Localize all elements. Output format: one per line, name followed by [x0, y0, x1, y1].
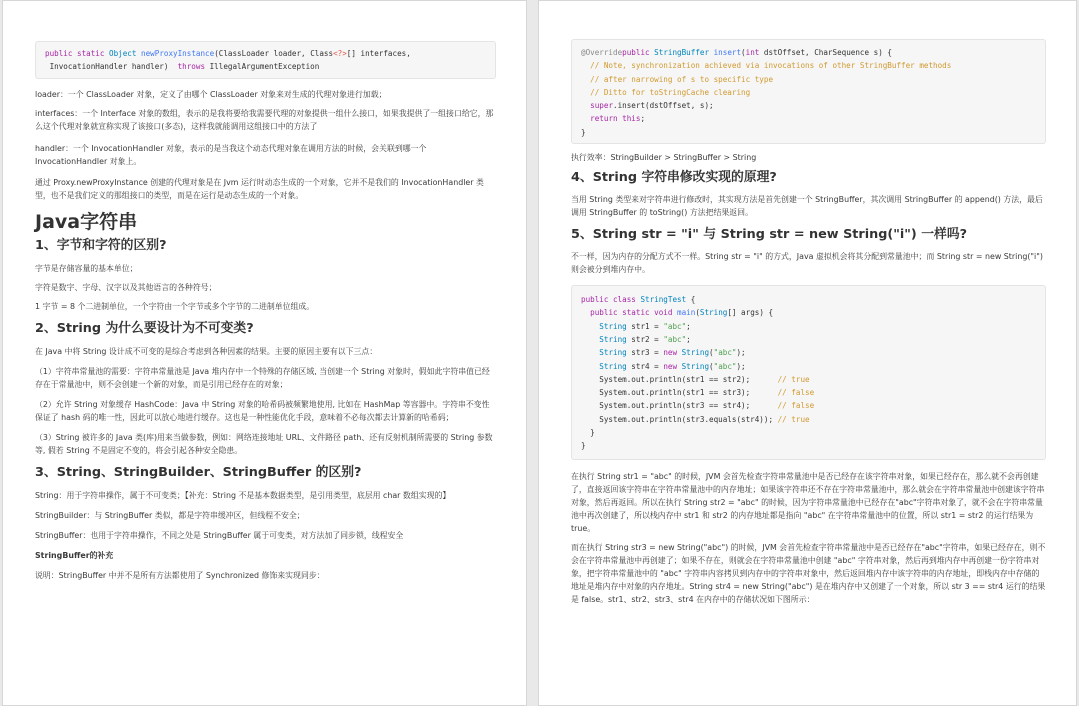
code-token: "abc"	[663, 321, 687, 331]
code-token: IllegalArgumentException	[205, 62, 320, 72]
paragraph-immutable-reason-3: （3）String 被许多的 Java 类(库)用来当做参数，例如：网络连接地址 URL、文件路径 path、还有反射机制所需要的 String 参数等, 假若 String 不是固定不变的，将会引起各种安全隐患。	[35, 432, 493, 455]
code-block-stringtest	[571, 285, 1046, 460]
code-line	[581, 99, 1037, 112]
code-token: new	[663, 348, 682, 358]
code-token: String	[599, 321, 627, 331]
code-line	[581, 112, 1037, 125]
code-token: return this	[590, 114, 641, 124]
code-line	[581, 86, 1037, 99]
paragraph-loader: loader：一个 ClassLoader 对象，定义了由哪个 ClassLoader 对象来对生成的代理对象进行加载；	[35, 89, 387, 99]
code-token: main	[677, 308, 696, 318]
code-token: public static void	[590, 308, 678, 318]
code-token: insert	[713, 48, 742, 57]
paragraph-str3-str4-explanation: 而在执行 String str3 = new String("abc") 的时候，JVM 会首先检查字符串常量池中是否已经存在"abc"字符串，如果已经存在，则不会在字符串常量池中再创建了；如果不存在，则就会在字符串常量池中创建 "abc" 字符串对象，然后再到堆内存中再创建一份字符串对象，把字符串常量池中的 "abc" 字符串内容拷贝到内存中的字符串对象中，然后返回堆内存中该字符串的内存地址，即栈内存中存储的地址是堆内存中对象的内存地址。String str4 = new String("abc") 是在堆内存中又创建了一个对象，所以 str 3 == str4 运行的结果是 false。str1、str2、str3、str4 在内存中的存储状况如下图所示：	[571, 542, 1046, 604]
code-token: String	[599, 334, 627, 344]
code-line	[581, 426, 1037, 439]
code-token: "abc"	[713, 361, 737, 371]
paragraph-immutable-intro: 在 Java 中将 String 设计成不可变的是综合考虑到各种因素的结果。主要的原因主要有以下三点：	[35, 346, 378, 356]
code-token: // Note, synchronization achieved via invocations of other StringBuffer methods	[581, 61, 952, 71]
code-token: str2 =	[626, 334, 664, 344]
code-line	[581, 373, 1037, 386]
paragraph-stringbuffer-supplement: StringBuffer的补充	[35, 550, 114, 560]
code-token: "abc"	[713, 348, 737, 358]
paragraph-stringbuilder-desc: StringBuilder：与 StringBuffer 类似，都是字符串缓冲区，但线程不安全；	[35, 510, 305, 520]
code-line	[581, 386, 1037, 399]
paragraph-proxy-instance: 通过 Proxy.newProxyInstance 创建的代理对象是在 Jvm 运行时动态生成的一个对象，它并不是我们的 InvocationHandler 类型，也不是我们定义的那组接口的类型，而是在运行是动态生成的一个对象。	[35, 177, 484, 200]
code-token: String	[681, 348, 710, 358]
paragraph-stringbuffer-desc: StringBuffer：也用于字符串操作，不同之处是 StringBuffer 属于可变类，对方法加了同步锁，线程安全	[35, 530, 404, 540]
code-token: ;	[686, 334, 691, 344]
code-line	[581, 59, 1037, 72]
code-token: [] args) {	[727, 308, 774, 318]
paragraph-modification-principle: 当用 String 类型来对字符串进行修改时，其实现方法是首先创建一个 StringBuffer，其次调用 StringBuffer 的 append() 方法，最后调用 StringBuffer 的 toString() 方法把结果返回。	[571, 195, 1043, 218]
code-token	[581, 308, 590, 317]
code-token: String	[681, 361, 710, 371]
code-token: "abc"	[663, 334, 687, 344]
code-token: int	[745, 48, 760, 57]
code-token	[581, 101, 590, 110]
heading-string-literal-vs-new: 5、String str = "i" 与 String str = new String("i") 一样吗?	[571, 227, 968, 243]
paragraph-interfaces: interfaces：一个 Interface 对象的数组，表示的是我将要给我需要代理的对象提供一组什么接口，如果我提供了一组接口给它，那么这个代理对象就宣称实现了该接口(多态)，这样我就能调用这组接口中的方法了	[35, 108, 494, 131]
code-token: @Override	[581, 48, 623, 57]
code-token	[581, 114, 590, 123]
code-token: String	[599, 348, 627, 358]
code-token: StringBuffer	[654, 48, 714, 57]
code-token: new	[663, 361, 682, 371]
code-line	[581, 333, 1037, 346]
paragraph-immutable-reason-2: （2）允许 String 对象缓存 HashCode：Java 中 String 对象的哈希码被频繁地使用, 比如在 HashMap 等容器中。字符串不变性保证了 hash 码的唯一性，因此可以放心地进行缓存。这也是一种性能优化手段，意味着不必每次都去计算新的哈希码；	[35, 399, 490, 422]
code-token: [] interfaces,	[346, 49, 411, 58]
code-token	[581, 362, 599, 371]
code-token: (	[709, 348, 714, 358]
code-token	[581, 335, 599, 344]
code-token: str1 =	[626, 321, 664, 331]
code-token: str3 =	[626, 348, 664, 358]
code-token: StringTest	[640, 295, 687, 305]
code-token: public class	[581, 295, 641, 305]
code-block-newproxyinstance	[35, 41, 496, 79]
code-token: ;	[686, 321, 691, 331]
document-page-left	[2, 0, 527, 706]
paragraph-byte-2: 字符是数字、字母、汉字以及其他语言的各种符号；	[35, 282, 217, 292]
code-token: (	[709, 361, 714, 371]
code-token: String	[699, 308, 728, 318]
code-token: public static	[45, 49, 110, 58]
code-line	[581, 360, 1037, 373]
code-token: (	[741, 48, 746, 57]
code-token	[581, 322, 599, 331]
code-token: String	[599, 361, 627, 371]
code-line	[581, 126, 1037, 139]
code-token: // Ditto for toStringCache clearing	[581, 87, 751, 97]
code-token: (	[695, 308, 700, 318]
code-token: <?>	[333, 49, 347, 58]
code-token: InvocationHandler handler)	[45, 62, 178, 72]
code-token: .insert(dstOffset, s);	[613, 101, 714, 111]
code-token: // after narrowing of s to specific type	[581, 74, 774, 84]
code-token: super	[590, 101, 614, 111]
paragraph-byte-1: 字节是存储容量的基本单位；	[35, 263, 138, 273]
code-token: // true	[777, 374, 810, 384]
code-line	[581, 399, 1037, 412]
code-line	[581, 413, 1037, 426]
code-token: throws	[177, 62, 206, 72]
paragraph-str1-str2-explanation: 在执行 String str1 = "abc" 的时候，JVM 会首先检查字符串常量池中是否已经存在该字符串对象，如果已经存在，那么就不会再创建了，直接返回该字符串在字符串常量池中的内存地址；如果该字符串还不存在字符串常量池中，那么就会在字符串常量池中创建该字符串对象，然后再返回。所以在执行 String str2 = "abc" 的时候，因为字符串常量池中已经存在"abc"字符串对象了，就不会在字符串常量池中再次创建了，所以栈内存中 str1 和 str2 的内存地址都是指向 "abc" 在字符串常量池中的位置，所以 str1 = str2 的运行结果为 true。	[571, 471, 1045, 533]
code-token: }	[581, 127, 586, 137]
code-token	[581, 348, 599, 357]
code-token: // false	[777, 388, 815, 398]
code-token: Object	[109, 49, 142, 58]
code-line	[581, 46, 1037, 59]
code-token: System.out.println(str3 == str4);	[581, 401, 778, 411]
paragraph-immutable-reason-1: （1）字符串常量池的需要：字符串常量池是 Java 堆内存中一个特殊的存储区域, 当创建一个 String 对象时，假如此字符串值已经存在于常量池中，则不会创建一个新的对象，而是引用已经存在的对象；	[35, 366, 490, 389]
paragraph-execution-efficiency: 执行效率：StringBuilder > StringBuffer > String	[571, 153, 757, 163]
code-token: System.out.println(str1 == str3);	[581, 388, 778, 398]
code-token: str4 =	[626, 361, 664, 371]
paragraph-handler: handler：一个 InvocationHandler 对象，表示的是当我这个动态代理对象在调用方法的时候，会关联到哪一个 InvocationHandler 对象上。	[35, 143, 427, 166]
document-page-right	[538, 0, 1077, 706]
code-line	[581, 293, 1037, 306]
code-token: );	[736, 361, 746, 371]
heading-string-builder-buffer: 3、String、StringBuilder、StringBuffer 的区别?	[35, 464, 362, 480]
heading-string-modification: 4、String 字符串修改实现的原理?	[571, 170, 777, 186]
heading-string-immutable: 2、String 为什么要设计为不可变类?	[35, 320, 254, 336]
code-token: }	[581, 428, 595, 438]
code-token: {	[686, 295, 696, 305]
code-token: // false	[777, 401, 815, 411]
code-line	[581, 306, 1037, 319]
code-token: dstOffset, CharSequence s) {	[759, 48, 892, 57]
code-line	[45, 60, 487, 73]
code-token: (ClassLoader loader, Class	[214, 49, 334, 58]
code-token: System.out.println(str1 == str2);	[581, 374, 778, 384]
code-line	[45, 47, 487, 60]
code-token: }	[581, 441, 586, 451]
paragraph-byte-3: 1 字节 = 8 个二进制单位，一个字符由一个字节或多个字节的二进制单位组成。	[35, 301, 315, 311]
code-line	[581, 73, 1037, 86]
code-token: ;	[640, 114, 646, 124]
code-token: public	[622, 48, 655, 57]
heading-byte-vs-char: 1、字节和字符的区别?	[35, 237, 167, 253]
code-block-stringbuffer-insert	[571, 39, 1046, 144]
paragraph-stringbuffer-note: 说明：StringBuffer 中并不是所有方法都使用了 Synchronized 修饰来实现同步：	[35, 570, 325, 580]
code-line	[581, 439, 1037, 452]
code-token: );	[736, 348, 746, 358]
paragraph-allocation-difference: 不一样，因为内存的分配方式不一样。String str = "i" 的方式，Java 虚拟机会将其分配到常量池中；而 String str = new String("i") 则会被分到堆内存中。	[571, 252, 1043, 275]
paragraph-string-desc: String：用于字符串操作，属于不可变类；【补充：String 不是基本数据类型，是引用类型，底层用 char 数组实现的】	[35, 490, 451, 500]
section-title-java-string: Java字符串	[35, 210, 138, 233]
code-token: // true	[777, 414, 810, 424]
code-token: newProxyInstance	[141, 49, 215, 58]
code-line	[581, 346, 1037, 359]
code-line	[581, 320, 1037, 333]
code-token: System.out.println(str3.equals(str4));	[581, 414, 778, 424]
